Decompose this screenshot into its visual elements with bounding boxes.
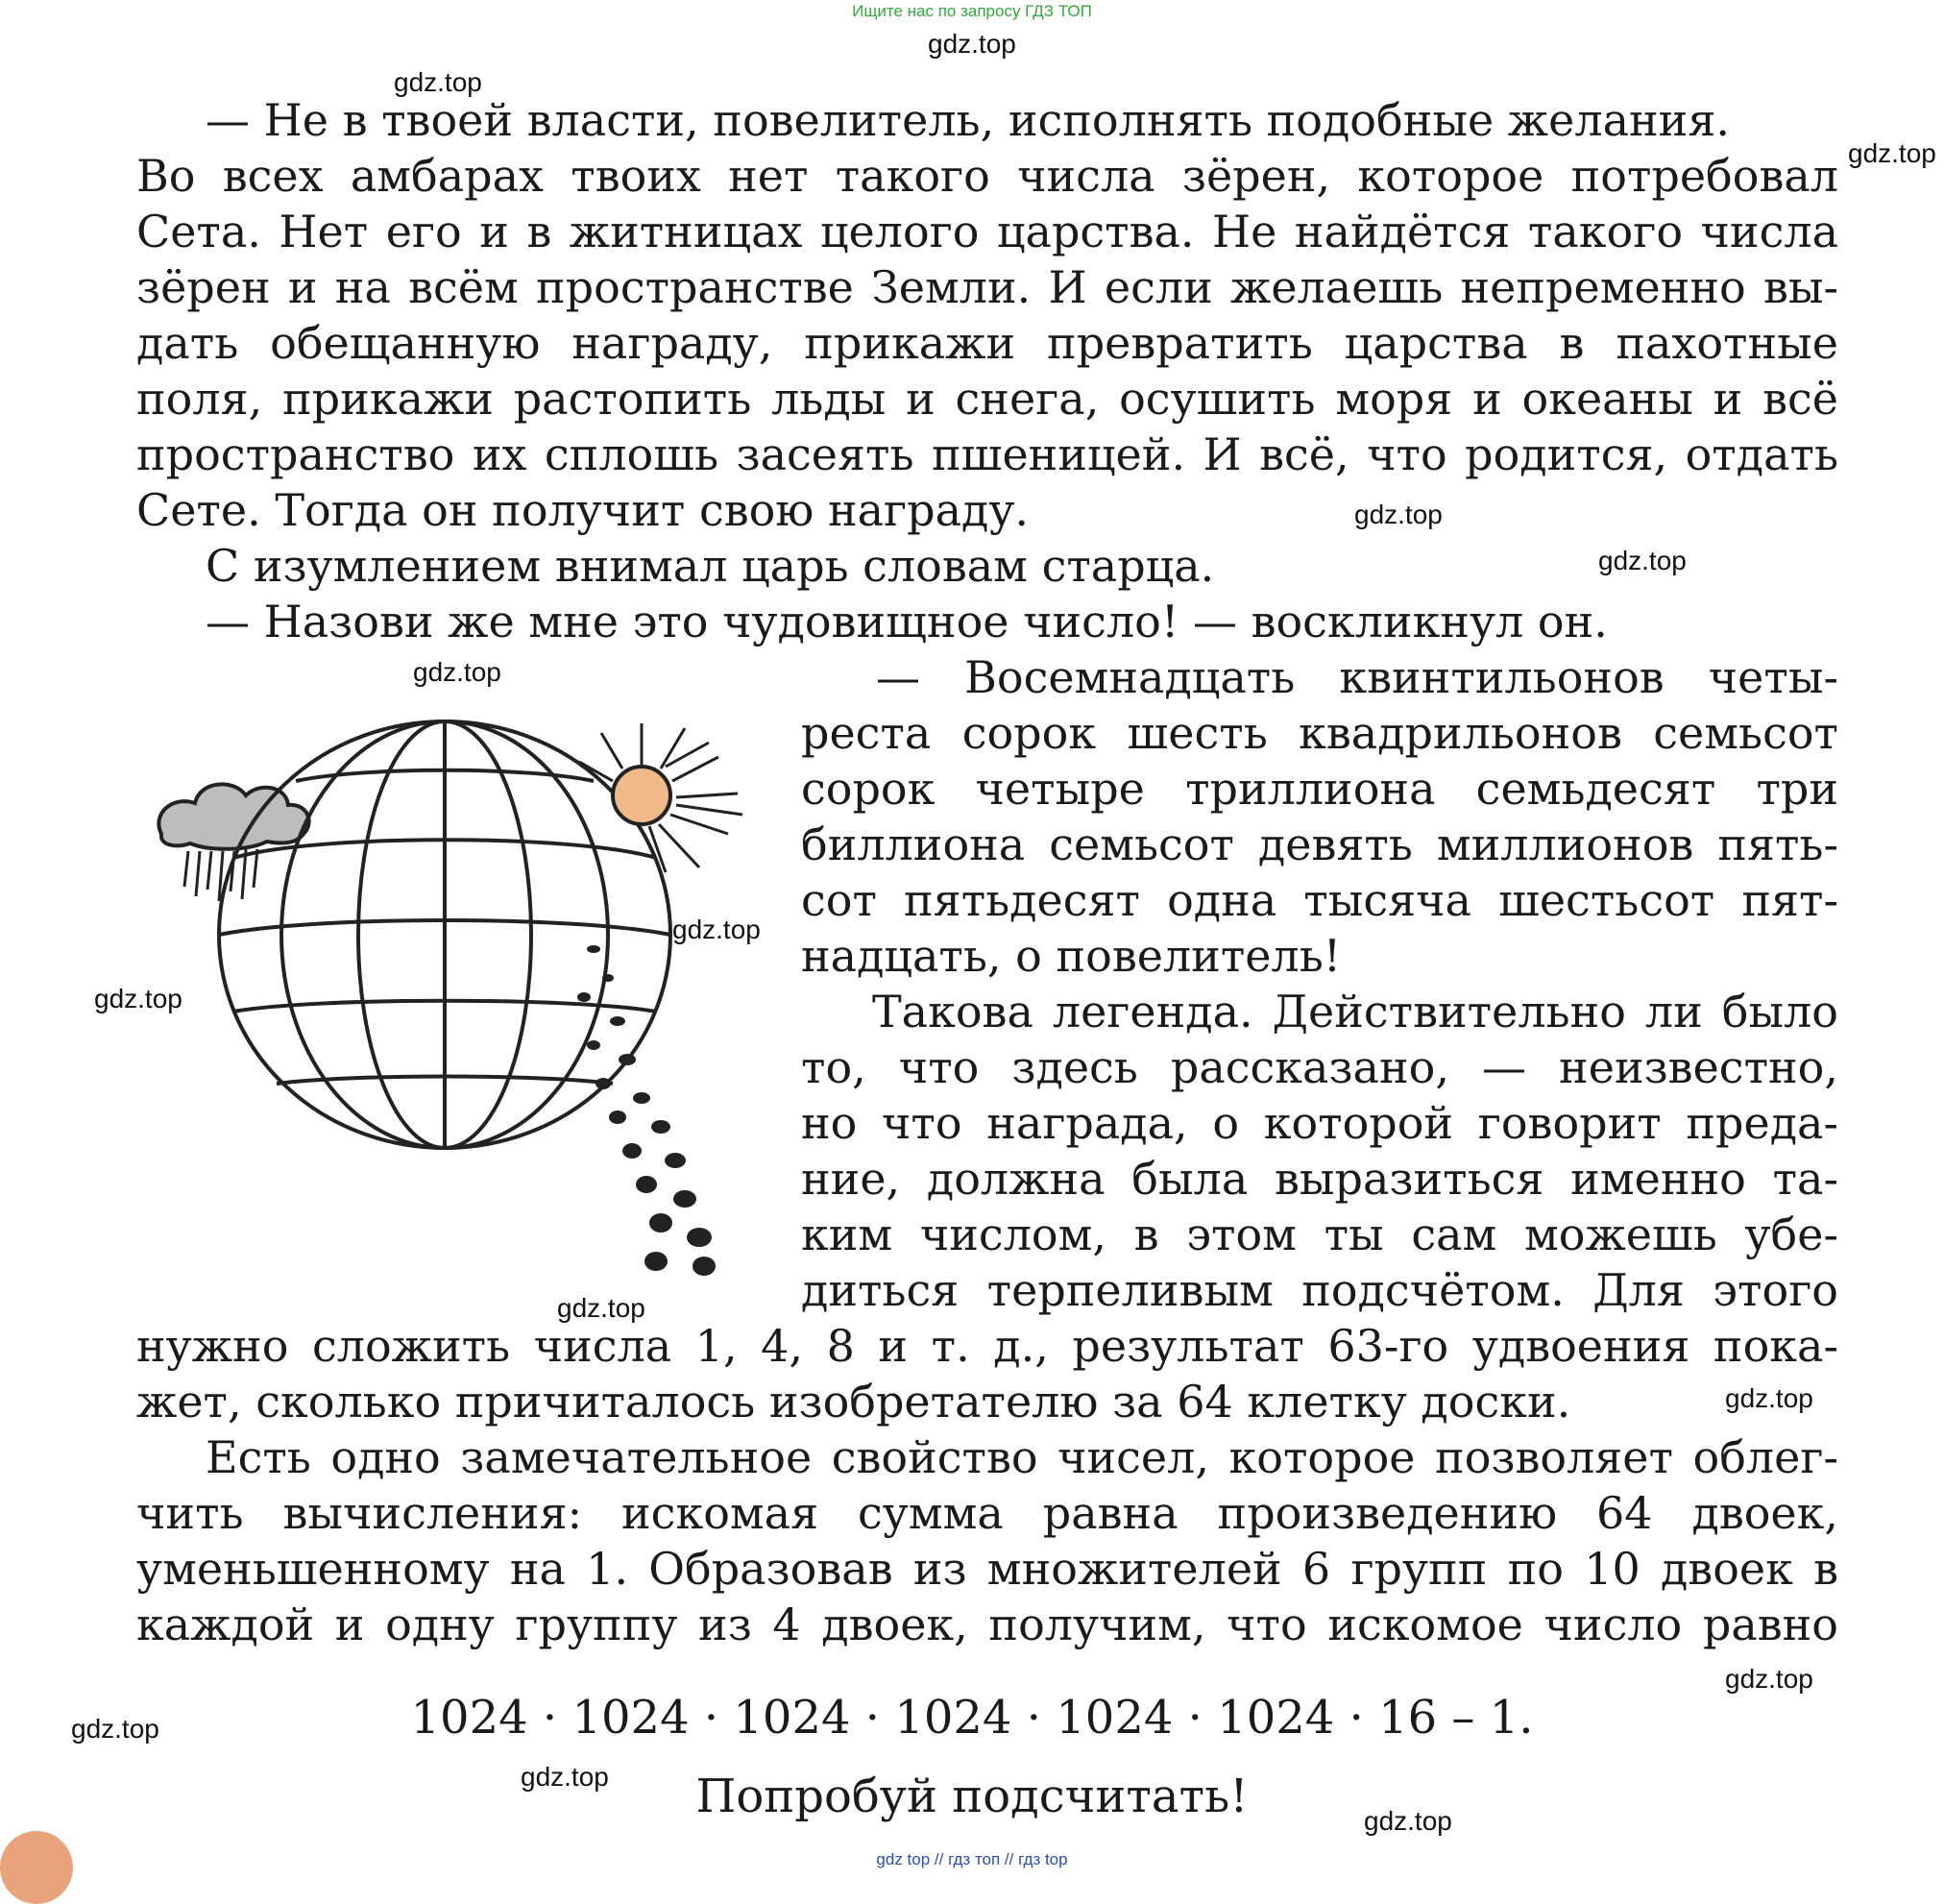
text-line: зёрен и на всём пространстве Земли. И если желаешь непременно вы- — [136, 261, 1838, 313]
text-line: поля, прикажи растопить льды и снега, осушить моря и океаны и всё — [136, 373, 1838, 425]
watermark: gdz.top — [1725, 1383, 1813, 1413]
text-line: реста сорок шесть квадрильонов семьсот — [801, 707, 1838, 759]
watermark: gdz.top — [521, 1762, 609, 1792]
text-line: С изумлением внимал царь словам старца. — [206, 540, 1215, 592]
text-line: надцать, о повелитель! — [801, 930, 1342, 982]
text-line: Такова легенда. Действительно ли было — [872, 986, 1838, 1037]
watermark: gdz.top — [71, 1714, 159, 1744]
text-line: — Назови же мне это чудовищное число! — воскликнул он. — [206, 596, 1608, 647]
closing-line: Попробуй подсчитать! — [695, 1770, 1249, 1823]
text-line: ние, должна была выразиться именно та- — [801, 1153, 1838, 1205]
watermark: gdz.top — [928, 29, 1016, 59]
text-line: сорок четыре триллиона семьдесят три — [801, 763, 1838, 815]
text-line: биллиона семьсот девять миллионов пять- — [801, 818, 1838, 870]
globe-sun-cloud-icon — [142, 690, 795, 1285]
watermark: gdz.top — [1725, 1664, 1813, 1694]
watermark: gdz.top — [413, 657, 501, 687]
text-line: — Не в твоей власти, повелитель, исполнять подобные желания. — [206, 94, 1730, 146]
text-line: Сете. Тогда он получит свою награду. — [136, 484, 1030, 536]
text-line: диться терпеливым подсчётом. Для этого — [801, 1264, 1838, 1316]
grains-icon — [577, 945, 716, 1276]
text-line: уменьшенному на 1. Образовав из множителей 6 групп по 10 двоек в — [136, 1543, 1838, 1595]
watermark: gdz.top — [672, 915, 761, 944]
formula: 1024 · 1024 · 1024 · 1024 · 1024 · 1024 · 16 – 1. — [410, 1691, 1534, 1745]
text-line: нужно сложить числа 1, 4, 8 и т. д., результат 63-го удвоения пока- — [136, 1320, 1838, 1372]
top-banner: Ищите нас по запросу ГДЗ ТОП — [852, 2, 1092, 20]
text-line: Сета. Нет его и в житницах целого царства. Не найдётся такого числа — [136, 206, 1838, 257]
watermark: gdz.top — [1354, 500, 1443, 529]
text-line: сот пятьдесят одна тысяча шестьсот пят- — [801, 874, 1838, 926]
text-line: каждой и одну группу из 4 двоек, получим, что искомое число равно — [136, 1599, 1838, 1650]
watermark: gdz.top — [557, 1293, 645, 1323]
watermark: gdz.top — [1598, 546, 1687, 575]
text-line: чить вычисления: искомая сумма равна произведению 64 двоек, — [136, 1487, 1838, 1539]
text-line: ким числом, в этом ты сам можешь убе- — [801, 1208, 1838, 1260]
watermark: gdz.top — [1848, 138, 1936, 168]
text-line: дать обещанную награду, прикажи превратить царства в пахотные — [136, 317, 1838, 369]
text-line: пространство их сплошь засеять пшеницей. И всё, что родится, отдать — [136, 428, 1838, 480]
text-line: — Восемнадцать квинтильонов четы- — [876, 651, 1838, 703]
watermark: gdz.top — [94, 984, 182, 1013]
bottom-banner: gdz top // гдз топ // гдз top — [876, 1850, 1068, 1868]
text-line: Во всех амбарах твоих нет такого числа зёрен, которое потребовал — [136, 150, 1838, 202]
text-line: Есть одно замечательное свойство чисел, которое позволяет облег- — [206, 1431, 1838, 1483]
text-line: жет, сколько причиталось изобретателю за 64 клетку доски. — [136, 1376, 1571, 1428]
watermark: gdz.top — [394, 67, 482, 97]
watermark: gdz.top — [1364, 1806, 1452, 1836]
text-line: то, что здесь рассказано, — неизвестно, — [801, 1041, 1838, 1093]
text-line: но что награда, о которой говорит преда- — [801, 1097, 1838, 1149]
